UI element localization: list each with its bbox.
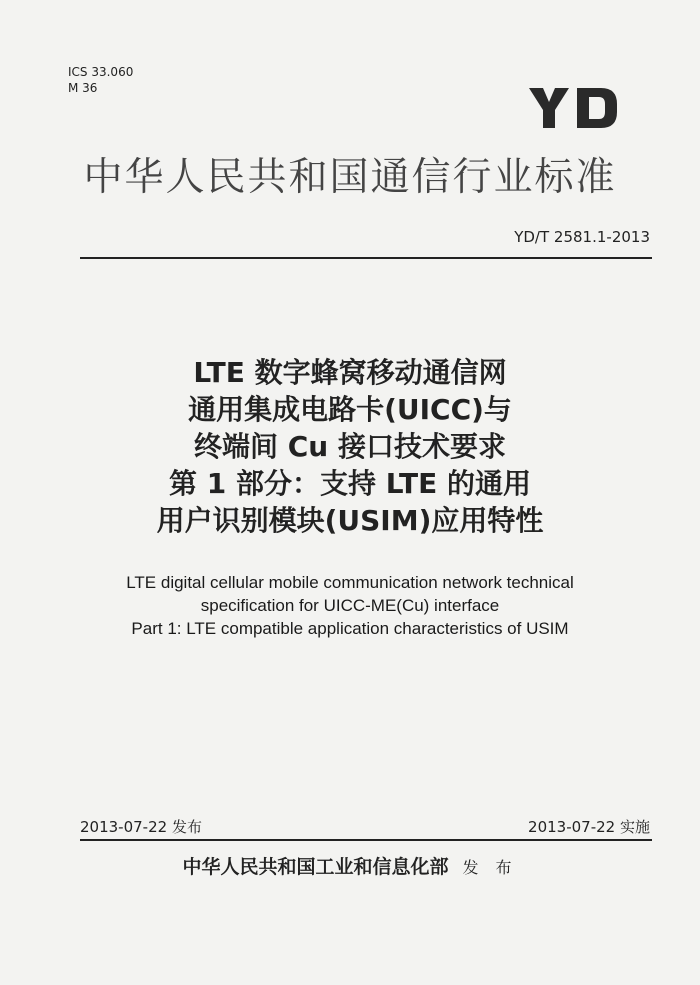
publisher-line: [0, 852, 700, 879]
english-title-line: LTE digital cellular mobile communication network technical: [126, 573, 574, 592]
chinese-title-line: LTE 数字蜂窝移动通信网: [193, 356, 507, 389]
standard-type-title: 中华人民共和国通信行业标准: [83, 155, 617, 200]
english-title: [0, 571, 700, 640]
chinese-title: [0, 354, 700, 539]
ics-code: ICS 33.060: [68, 65, 134, 79]
issue-date: 2013-07-22 发布: [80, 818, 202, 836]
english-title-line: Part 1: LTE compatible application characteristics of USIM: [131, 619, 569, 638]
class-code: M 36: [68, 81, 98, 95]
publish-action: 发 布: [462, 858, 518, 877]
bottom-divider: [80, 839, 652, 841]
implement-date: 2013-07-22 实施: [528, 818, 650, 836]
classification-codes: [68, 64, 133, 96]
top-divider: [80, 257, 652, 259]
chinese-title-line: 用户识别模块(USIM)应用特性: [156, 504, 544, 537]
publisher-name: 中华人民共和国工业和信息化部: [182, 856, 449, 878]
chinese-title-line: 终端间 Cu 接口技术要求: [194, 430, 506, 463]
standard-number: YD/T 2581.1-2013: [514, 228, 650, 246]
english-title-line: specification for UICC-ME(Cu) interface: [200, 596, 500, 615]
chinese-title-line: 通用集成电路卡(UICC)与: [188, 393, 512, 426]
chinese-title-line: 第 1 部分：支持 LTE 的通用: [169, 467, 531, 500]
yd-logo: [525, 86, 619, 130]
